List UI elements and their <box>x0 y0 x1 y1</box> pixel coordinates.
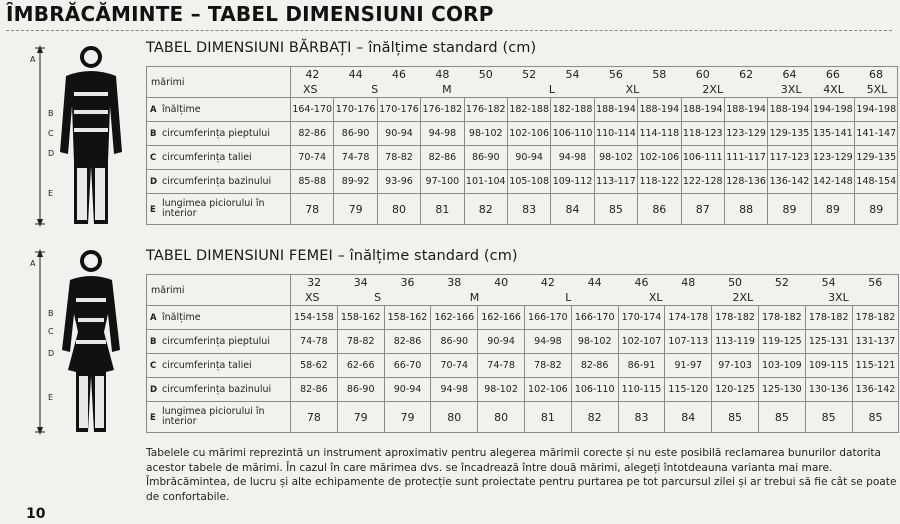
men-size-value: 82 <box>464 194 507 225</box>
men-size-value: 87 <box>681 194 724 225</box>
women-figure-label-a: A <box>30 259 36 268</box>
women-figure-label-c: C <box>48 327 54 336</box>
men-size-row <box>147 122 898 146</box>
men-row-label-cell <box>147 170 291 194</box>
men-size-value: 188-194 <box>638 98 681 122</box>
women-row-label: circumferința bazinului <box>162 384 272 395</box>
men-size-row <box>147 98 898 122</box>
women-size-value: 166-170 <box>524 306 571 330</box>
men-table-body <box>147 98 898 225</box>
men-size-value: 84 <box>551 194 594 225</box>
women-size-number: 42 <box>540 276 555 289</box>
women-figure-label-b: B <box>48 309 54 318</box>
men-size-value: 70-74 <box>291 146 334 170</box>
men-size-value: 106-111 <box>681 146 724 170</box>
women-size-value: 106-110 <box>571 378 618 402</box>
women-row-label-cell <box>147 354 291 378</box>
men-size-header-label: mărimi <box>147 67 291 98</box>
men-row-label: lungimea piciorului în interior <box>162 198 265 219</box>
men-row-code: C <box>150 153 157 163</box>
women-size-value: 74-78 <box>291 330 338 354</box>
women-size-value: 82 <box>571 402 618 433</box>
men-size-value: 188-194 <box>681 98 724 122</box>
women-size-number: 48 <box>681 276 696 289</box>
men-size-value: 164-170 <box>291 98 334 122</box>
men-size-value: 90-94 <box>377 122 420 146</box>
women-size-letter: 3XL <box>828 291 849 304</box>
men-size-value: 93-96 <box>377 170 420 194</box>
men-table-title: TABEL DIMENSIUNI BĂRBAȚI – înălțime standard (cm) <box>146 40 537 56</box>
women-size-value: 90-94 <box>384 378 431 402</box>
men-figure-label-c: C <box>48 129 54 138</box>
men-size-value: 135-141 <box>811 122 854 146</box>
women-size-value: 80 <box>431 402 478 433</box>
men-row-code: B <box>150 129 157 139</box>
women-size-value: 79 <box>384 402 431 433</box>
men-row-code: A <box>150 105 157 115</box>
men-size-letter: M <box>442 83 452 96</box>
women-row-label: circumferința pieptului <box>162 336 270 347</box>
women-row-code: A <box>150 313 157 323</box>
men-size-value: 86-90 <box>464 146 507 170</box>
men-row-label: circumferința bazinului <box>162 176 272 187</box>
women-size-value: 162-166 <box>431 306 478 330</box>
men-size-value: 182-188 <box>551 98 594 122</box>
men-size-value: 89 <box>811 194 854 225</box>
women-size-value: 130-136 <box>805 378 852 402</box>
men-size-value: 141-147 <box>855 122 898 146</box>
women-size-value: 83 <box>618 402 665 433</box>
men-size-number: 62 <box>739 68 754 81</box>
men-size-value: 188-194 <box>594 98 637 122</box>
women-row-label-cell <box>147 330 291 354</box>
women-size-value: 162-166 <box>478 306 525 330</box>
women-size-letter: S <box>374 291 382 304</box>
men-size-value: 82-86 <box>421 146 464 170</box>
men-size-row <box>147 170 898 194</box>
men-size-value: 94-98 <box>421 122 464 146</box>
women-size-number: 54 <box>821 276 836 289</box>
men-size-letter: 5XL <box>866 83 888 96</box>
men-row-label-cell <box>147 98 291 122</box>
men-size-number: 48 <box>435 68 450 81</box>
men-size-value: 86 <box>638 194 681 225</box>
women-size-number: 50 <box>728 276 743 289</box>
women-size-value: 113-119 <box>712 330 759 354</box>
women-size-value: 119-125 <box>758 330 805 354</box>
men-size-value: 129-135 <box>768 122 811 146</box>
men-size-value: 109-112 <box>551 170 594 194</box>
women-size-row <box>147 306 899 330</box>
women-size-value: 98-102 <box>478 378 525 402</box>
women-size-value: 94-98 <box>524 330 571 354</box>
women-size-value: 158-162 <box>384 306 431 330</box>
women-size-value: 103-109 <box>758 354 805 378</box>
women-size-value: 85 <box>852 402 899 433</box>
men-size-value: 83 <box>507 194 550 225</box>
women-size-value: 107-113 <box>665 330 712 354</box>
men-size-value: 170-176 <box>334 98 377 122</box>
women-size-value: 170-174 <box>618 306 665 330</box>
men-size-value: 105-108 <box>507 170 550 194</box>
women-size-value: 98-102 <box>571 330 618 354</box>
women-row-label: înălțime <box>162 312 201 323</box>
men-size-value: 78-82 <box>377 146 420 170</box>
women-size-value: 102-106 <box>524 378 571 402</box>
men-size-value: 79 <box>334 194 377 225</box>
women-size-row <box>147 402 899 433</box>
men-size-number: 58 <box>652 68 667 81</box>
women-size-value: 178-182 <box>852 306 899 330</box>
women-size-value: 115-120 <box>665 378 712 402</box>
women-size-table <box>146 274 899 433</box>
women-size-value: 136-142 <box>852 378 899 402</box>
women-size-number: 52 <box>774 276 789 289</box>
men-figure-label-a: A <box>30 55 36 64</box>
women-figure-label-e: E <box>48 393 54 402</box>
men-row-label: înălțime <box>162 104 201 115</box>
women-table-title: TABEL DIMENSIUNI FEMEI – înălțime standard (cm) <box>146 248 518 264</box>
women-size-value: 91-97 <box>665 354 712 378</box>
size-disclaimer-note: Tabelele cu mărimi reprezintă un instrument aproximativ pentru alegerea mărimii corecte și nu este posibilă reclamarea bunurilor datorita acestor tabele de mărimi. În cazul în care mărimea dvs. se încadrează între două mărimi, alegeți întotdeauna varianta mai mare. Îmbrăcămintea, de lucru și alte echipamente de protecție sunt proiectate pentru purtarea pe tot parcursul zilei și ar trebui să fie cât se poate de confortabile. <box>146 447 897 503</box>
women-size-letter: M <box>469 291 480 304</box>
men-size-value: 89-92 <box>334 170 377 194</box>
women-size-value: 66-70 <box>384 354 431 378</box>
men-size-value: 128-136 <box>724 170 767 194</box>
women-size-number: 40 <box>494 276 509 289</box>
women-size-value: 86-90 <box>337 378 384 402</box>
men-size-value: 114-118 <box>638 122 681 146</box>
men-size-value: 122-128 <box>681 170 724 194</box>
women-size-row <box>147 378 899 402</box>
men-size-value: 102-106 <box>507 122 550 146</box>
men-size-number: 54 <box>565 68 580 81</box>
women-size-letter: XS <box>305 291 320 304</box>
men-size-value: 89 <box>855 194 898 225</box>
men-size-value: 85 <box>594 194 637 225</box>
men-size-number: 56 <box>608 68 623 81</box>
men-size-value: 86-90 <box>334 122 377 146</box>
men-figure-label-b: B <box>48 109 54 118</box>
men-size-number: 52 <box>522 68 537 81</box>
men-size-number: 44 <box>348 68 363 81</box>
women-size-value: 79 <box>337 402 384 433</box>
women-size-letter: 2XL <box>732 291 754 304</box>
men-size-value: 129-135 <box>855 146 898 170</box>
men-size-letter: 3XL <box>780 83 802 96</box>
men-size-number: 42 <box>305 68 320 81</box>
men-row-label: circumferința pieptului <box>162 128 270 139</box>
men-size-value: 98-102 <box>464 122 507 146</box>
men-size-value: 102-106 <box>638 146 681 170</box>
women-size-value: 115-121 <box>852 354 899 378</box>
women-size-number: 46 <box>634 276 649 289</box>
men-size-table <box>146 66 898 225</box>
page-number: 10 <box>26 506 46 522</box>
men-size-value: 97-100 <box>421 170 464 194</box>
women-size-value: 84 <box>665 402 712 433</box>
women-body-figure-icon <box>18 248 136 436</box>
women-size-value: 85 <box>805 402 852 433</box>
men-size-value: 106-110 <box>551 122 594 146</box>
women-size-value: 94-98 <box>431 378 478 402</box>
men-size-value: 113-117 <box>594 170 637 194</box>
men-size-value: 74-78 <box>334 146 377 170</box>
men-row-label-cell <box>147 194 291 225</box>
women-row-code: D <box>150 385 158 395</box>
women-size-value: 78-82 <box>337 330 384 354</box>
women-size-value: 120-125 <box>712 378 759 402</box>
women-size-row <box>147 330 899 354</box>
men-size-value: 148-154 <box>855 170 898 194</box>
women-size-letter: L <box>565 291 572 304</box>
women-size-value: 85 <box>712 402 759 433</box>
women-size-value: 125-131 <box>805 330 852 354</box>
men-size-value: 182-188 <box>507 98 550 122</box>
men-row-code: E <box>150 204 156 215</box>
women-size-value: 86-91 <box>618 354 665 378</box>
women-size-number: 56 <box>868 276 883 289</box>
women-size-value: 82-86 <box>571 354 618 378</box>
women-row-code: B <box>150 337 157 347</box>
men-size-value: 194-198 <box>811 98 854 122</box>
women-row-label-cell <box>147 402 291 433</box>
women-size-value: 125-130 <box>758 378 805 402</box>
men-size-letter: S <box>371 83 379 96</box>
men-size-value: 194-198 <box>855 98 898 122</box>
men-size-letter: 4XL <box>823 83 844 96</box>
men-size-value: 188-194 <box>768 98 811 122</box>
women-size-number: 36 <box>400 276 415 289</box>
men-size-value: 89 <box>768 194 811 225</box>
men-size-number: 68 <box>869 68 884 81</box>
men-size-value: 88 <box>724 194 767 225</box>
women-size-number: 34 <box>353 276 368 289</box>
women-size-value: 102-107 <box>618 330 665 354</box>
women-size-value: 90-94 <box>478 330 525 354</box>
women-row-code: E <box>150 412 156 423</box>
title-divider <box>6 30 892 31</box>
men-size-value: 136-142 <box>768 170 811 194</box>
men-size-value: 123-129 <box>811 146 854 170</box>
men-size-letter: L <box>548 83 555 96</box>
men-size-value: 80 <box>377 194 420 225</box>
women-size-value: 82-86 <box>384 330 431 354</box>
women-row-label-cell <box>147 378 291 402</box>
men-size-value: 78 <box>291 194 334 225</box>
women-size-value: 62-66 <box>337 354 384 378</box>
women-size-value: 166-170 <box>571 306 618 330</box>
women-row-code: C <box>150 361 157 371</box>
men-size-value: 170-176 <box>377 98 420 122</box>
men-size-value: 118-123 <box>681 122 724 146</box>
women-size-value: 174-178 <box>665 306 712 330</box>
women-figure-label-d: D <box>48 349 55 358</box>
women-table-body <box>147 306 899 433</box>
men-row-code: D <box>150 177 158 187</box>
women-size-letter: XL <box>648 291 663 304</box>
men-size-letter: 2XL <box>702 83 724 96</box>
men-size-number: 46 <box>391 68 406 81</box>
women-row-label-cell <box>147 306 291 330</box>
women-size-value: 81 <box>524 402 571 433</box>
men-size-value: 111-117 <box>724 146 767 170</box>
men-size-letter: XS <box>303 83 318 96</box>
men-size-row <box>147 146 898 170</box>
men-size-value: 90-94 <box>507 146 550 170</box>
men-size-row <box>147 194 898 225</box>
men-figure-label-e: E <box>48 189 54 198</box>
women-size-number: 32 <box>307 276 322 289</box>
women-size-value: 154-158 <box>291 306 338 330</box>
women-row-label: lungimea piciorului în interior <box>162 406 265 427</box>
women-size-value: 109-115 <box>805 354 852 378</box>
women-size-value: 158-162 <box>337 306 384 330</box>
women-row-label: circumferința taliei <box>162 360 252 371</box>
women-size-value: 178-182 <box>712 306 759 330</box>
women-size-value: 70-74 <box>431 354 478 378</box>
men-row-label-cell <box>147 146 291 170</box>
women-size-header-label: mărimi <box>147 275 291 306</box>
men-size-value: 188-194 <box>724 98 767 122</box>
men-size-value: 81 <box>421 194 464 225</box>
men-row-label-cell <box>147 122 291 146</box>
women-size-value: 80 <box>478 402 525 433</box>
men-size-number: 50 <box>478 68 493 81</box>
women-size-value: 131-137 <box>852 330 899 354</box>
women-size-row <box>147 354 899 378</box>
women-size-number: 38 <box>447 276 462 289</box>
women-size-number: 44 <box>587 276 602 289</box>
women-size-value: 110-115 <box>618 378 665 402</box>
men-size-value: 110-114 <box>594 122 637 146</box>
men-size-value: 176-182 <box>421 98 464 122</box>
women-size-header-row <box>147 275 899 306</box>
women-size-value: 74-78 <box>478 354 525 378</box>
men-size-value: 117-123 <box>768 146 811 170</box>
men-size-value: 85-88 <box>291 170 334 194</box>
women-size-value: 58-62 <box>291 354 338 378</box>
men-size-letter: XL <box>625 83 640 96</box>
women-size-value: 78-82 <box>524 354 571 378</box>
men-size-number: 60 <box>695 68 710 81</box>
women-size-value: 78 <box>291 402 338 433</box>
men-size-number: 66 <box>825 68 840 81</box>
women-size-value: 97-103 <box>712 354 759 378</box>
men-size-number: 64 <box>782 68 797 81</box>
women-size-value: 82-86 <box>291 378 338 402</box>
women-size-value: 178-182 <box>758 306 805 330</box>
men-size-value: 82-86 <box>291 122 334 146</box>
men-size-value: 123-129 <box>724 122 767 146</box>
men-size-value: 118-122 <box>638 170 681 194</box>
men-size-value: 101-104 <box>464 170 507 194</box>
men-size-value: 176-182 <box>464 98 507 122</box>
men-row-label: circumferința taliei <box>162 152 252 163</box>
men-body-figure-icon <box>18 44 136 228</box>
men-figure-label-d: D <box>48 149 55 158</box>
men-size-value: 142-148 <box>811 170 854 194</box>
men-size-header-row <box>147 67 898 98</box>
women-size-value: 85 <box>758 402 805 433</box>
women-size-value: 178-182 <box>805 306 852 330</box>
men-size-value: 98-102 <box>594 146 637 170</box>
women-size-value: 86-90 <box>431 330 478 354</box>
page-title: ÎMBRĂCĂMINTE – TABEL DIMENSIUNI CORP <box>6 2 494 26</box>
men-size-value: 94-98 <box>551 146 594 170</box>
